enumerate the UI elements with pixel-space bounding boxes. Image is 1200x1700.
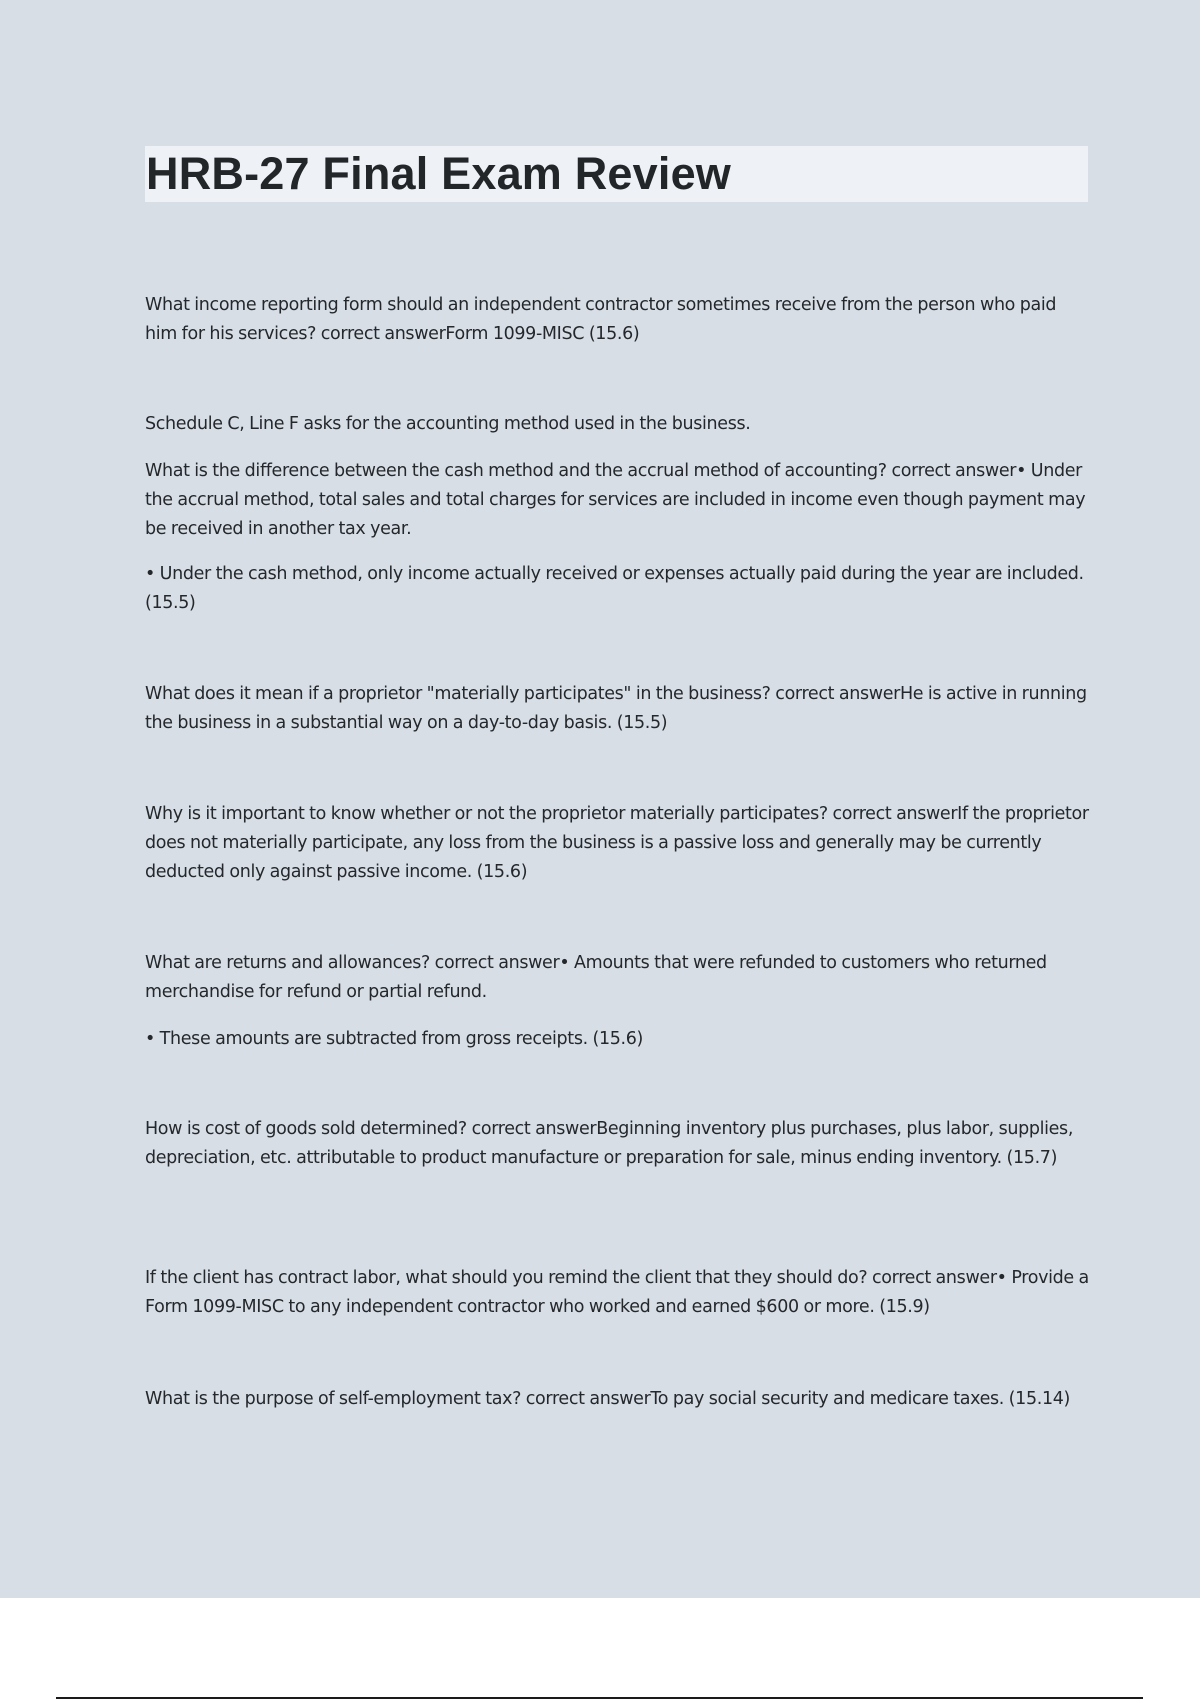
qa-paragraph: • These amounts are subtracted from gross receipts. (15.6) [145,1029,644,1049]
qa-paragraph: If the client has contract labor, what should you remind the client that they should do? correct answer• Provide a Form 1099-MISC to any independent contractor who worked and earned $600 or more. (15.9) [145,1268,1089,1317]
qa-paragraph: How is cost of goods sold determined? correct answerBeginning inventory plus purchases, plus labor, supplies, depreciation, etc. attributable to product manufacture or preparation for sale, minus ending inventory. (15.7) [145,1119,1074,1168]
footer-rule [56,1697,1143,1699]
qa-paragraph: What is the purpose of self-employment tax? correct answerTo pay social security and medicare taxes. (15.14) [145,1389,1070,1409]
qa-paragraph: What are returns and allowances? correct answer• Amounts that were refunded to customers who returned merchandise for refund or partial refund. [145,953,1047,1002]
qa-paragraph: What does it mean if a proprietor "materially participates" in the business? correct answerHe is active in running the business in a substantial way on a day-to-day basis. (15.5) [145,684,1087,733]
qa-paragraph: What is the difference between the cash method and the accrual method of accounting? correct answer• Under the accrual method, total sales and total charges for services are included in income even though payment may be received in another tax year. [145,461,1086,539]
qa-paragraph: Schedule C, Line F asks for the accounting method used in the business. [145,414,751,434]
qa-paragraph: What income reporting form should an independent contractor sometimes receive from the person who paid him for his services? correct answerForm 1099-MISC (15.6) [145,295,1057,344]
document-title: HRB-27 Final Exam Review [146,148,732,199]
qa-paragraph: • Under the cash method, only income actually received or expenses actually paid during the year are included. (15.5) [145,564,1084,613]
qa-paragraph: Why is it important to know whether or not the proprietor materially participates? correct answerIf the proprietor does not materially participate, any loss from the business is a passive loss and generally may be currently deducted only against passive income. (15.6) [145,804,1089,882]
